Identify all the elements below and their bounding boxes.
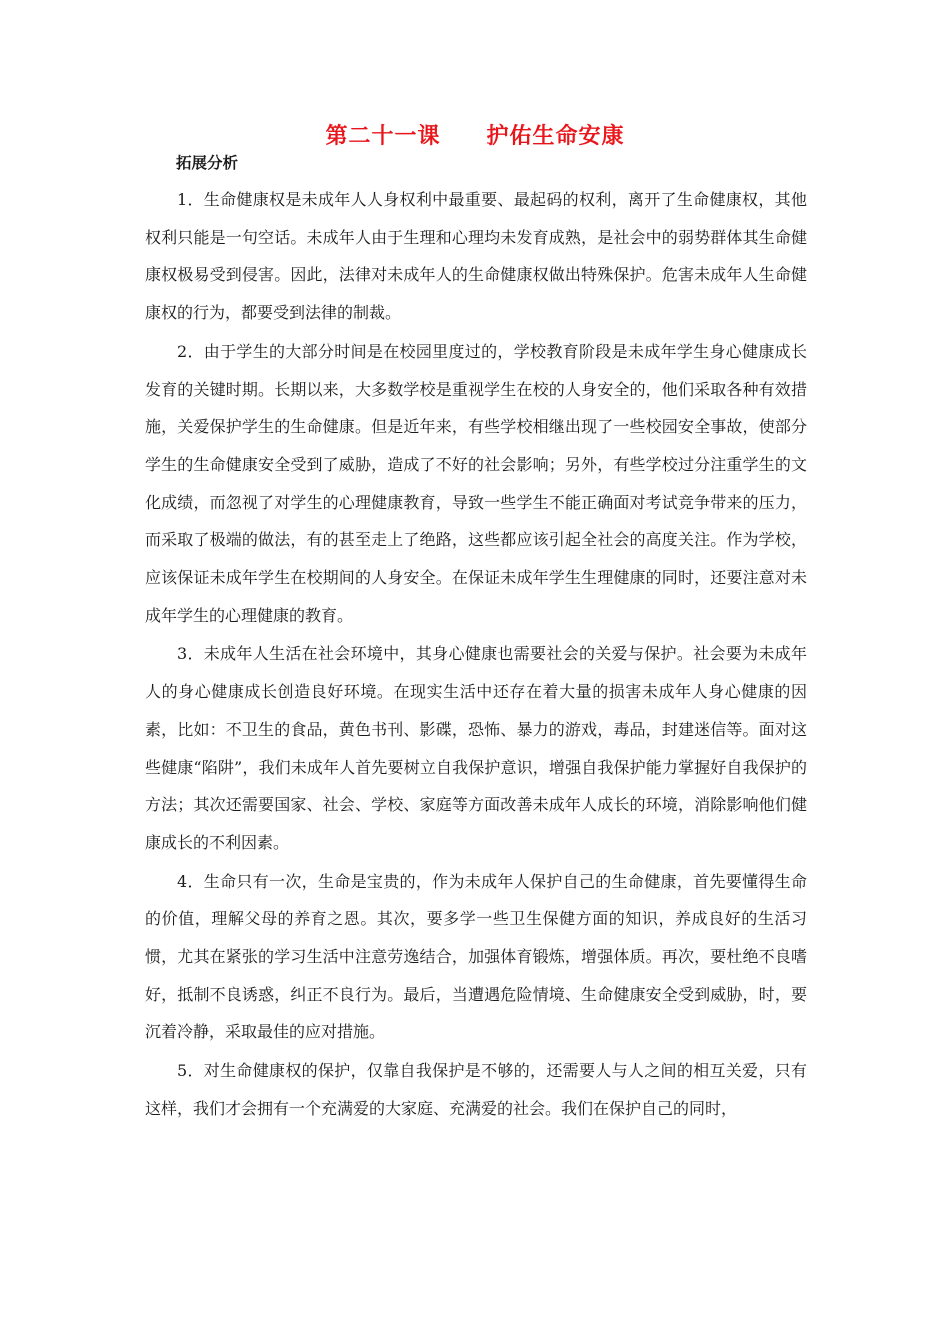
section-heading: 拓展分析 — [176, 154, 239, 172]
paragraph-5: 5．对生命健康权的保护，仅靠自我保护是不够的，还需要人与人之间的相互关爱，只有这样，我们才会拥有一个充满爱的大家庭、充满爱的社会。我们在保护自己的同时， — [145, 1061, 807, 1118]
document-body — [145, 181, 807, 1129]
lesson-title: 第二十一课 护佑生命安康 — [325, 124, 625, 149]
paragraph-2: 2．由于学生的大部分时间是在校园里度过的，学校教育阶段是未成年学生身心健康成长发育的关键时期。长期以来，大多数学校是重视学生在校的人身安全的，他们采取各种有效措施，关爱保护学生的生命健康。但是近年来，有些学校相继出现了一些校园安全事故，使部分学生的生命健康安全受到了威胁，造成了不好的社会影响；另外，有些学校过分注重学生的文化成绩，而忽视了对学生的心理健康教育，导致一些学生不能正确面对考试竞争带来的压力，而采取了极端的做法，有的甚至走上了绝路，这些都应该引起全社会的高度关注。作为学校，应该保证未成年学生在校期间的人身安全。在保证未成年学生生理健康的同时，还要注意对未成年学生的心理健康的教育。 — [145, 341, 807, 625]
paragraph-1: 1．生命健康权是未成年人人身权利中最重要、最起码的权利，离开了生命健康权，其他权利只能是一句空话。未成年人由于生理和心理均未发育成熟，是社会中的弱势群体其生命健康权极易受到侵害。因此，法律对未成年人的生命健康权做出特殊保护。危害未成年人生命健康权的行为，都要受到法律的制裁。 — [145, 190, 807, 323]
paragraph-4: 4．生命只有一次，生命是宝贵的，作为未成年人保护自己的生命健康，首先要懂得生命的价值，理解父母的养育之恩。其次，要多学一些卫生保健方面的知识，养成良好的生活习惯，尤其在紧张的学习生活中注意劳逸结合，加强体育锻炼，增强体质。再次，要杜绝不良嗜好，抵制不良诱惑，纠正不良行为。最后，当遭遇危险情境、生命健康安全受到威胁，时，要沉着冷静，采取最佳的应对措施。 — [145, 871, 807, 1042]
paragraph-3: 3．未成年人生活在社会环境中，其身心健康也需要社会的关爱与保护。社会要为未成年人的身心健康成长创造良好环境。在现实生活中还存在着大量的损害未成年人身心健康的因素，比如：不卫生的食品，黄色书刊、影碟，恐怖、暴力的游戏，毒品，封建迷信等。面对这些健康“陷阱”，我们未成年人首先要树立自我保护意识，增强自我保护能力掌握好自我保护的方法；其次还需要国家、社会、学校、家庭等方面改善未成年人成长的环境，消除影响他们健康成长的不利因素。 — [145, 644, 807, 852]
